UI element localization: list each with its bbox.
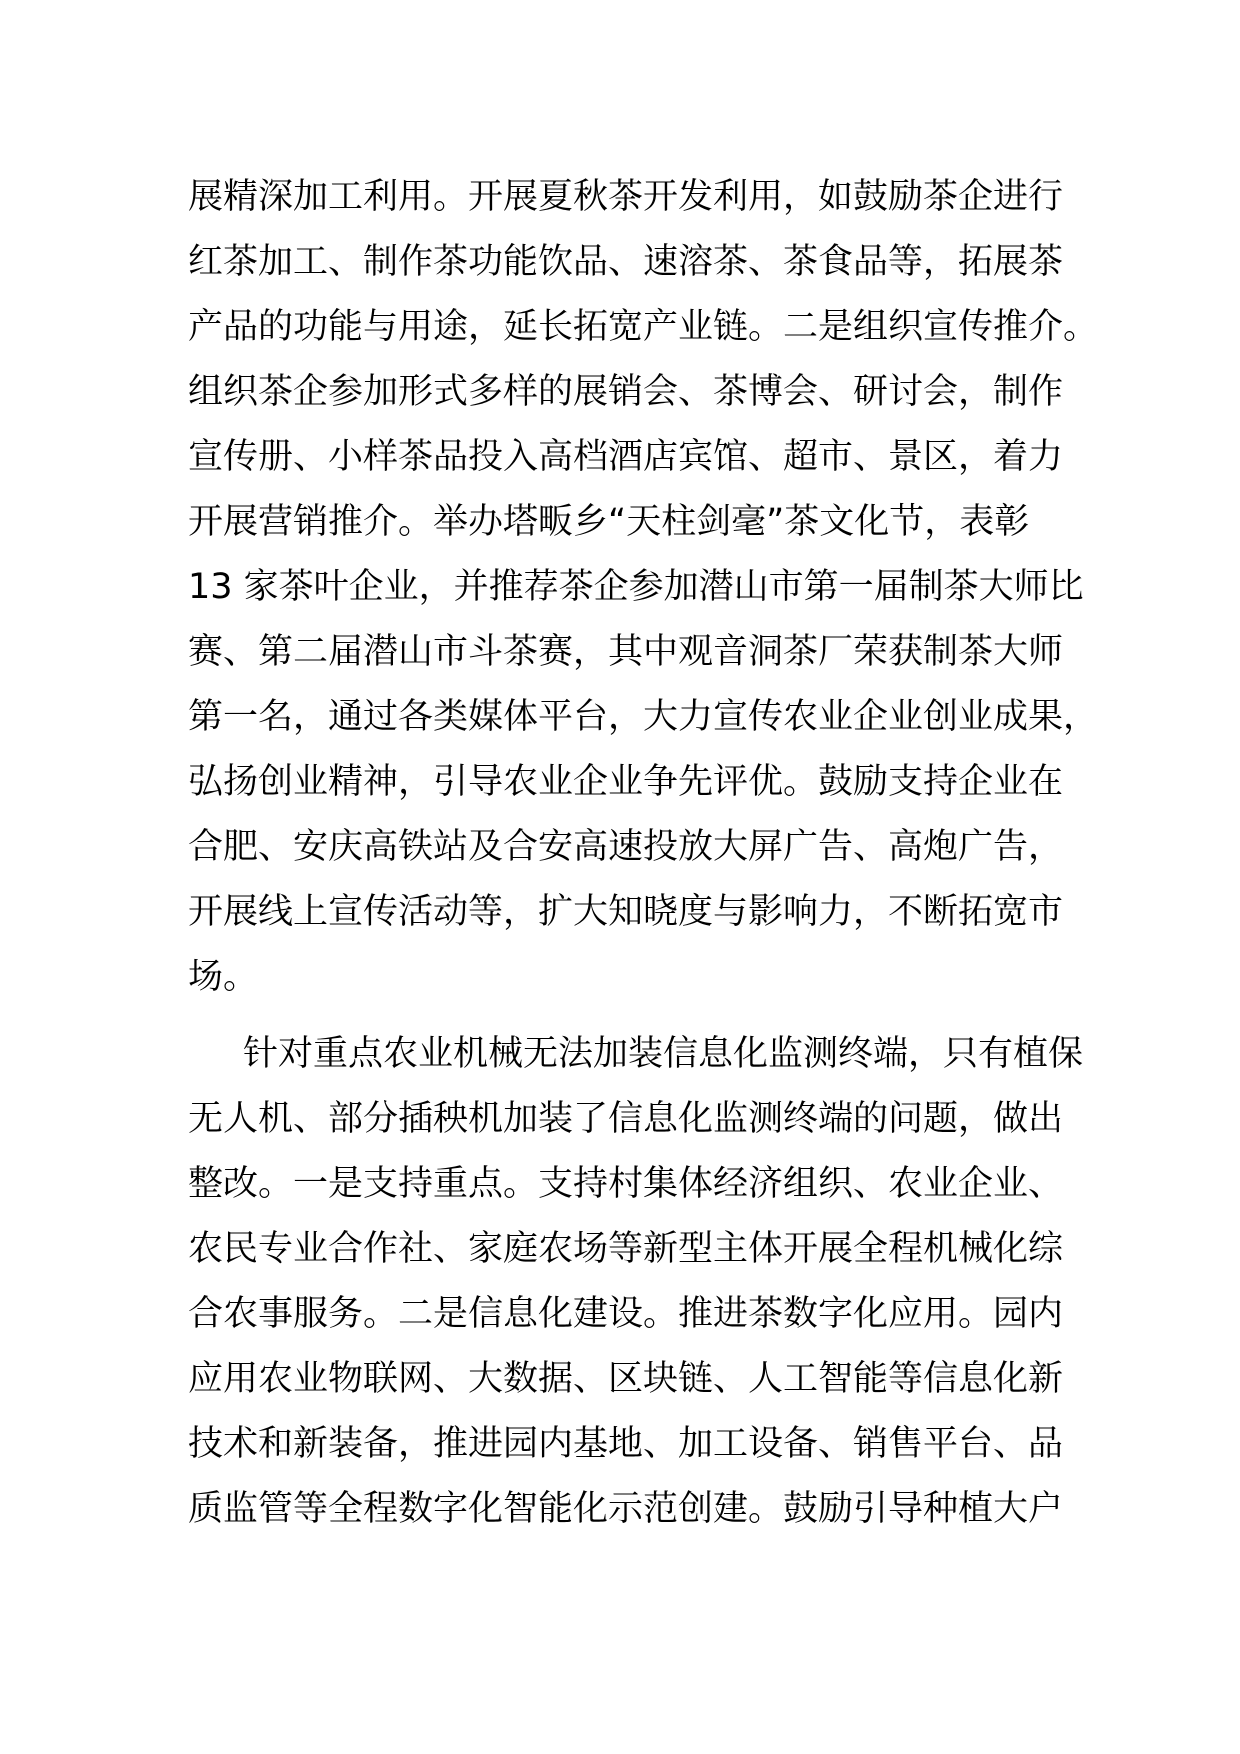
text-line: 展精深加工利用。开展夏秋茶开发利用，如鼓励茶企进行 — [188, 177, 1064, 217]
text-line: 第一名，通过各类媒体平台，大力宣传农业企业创业成果， — [188, 697, 1099, 737]
text-line: 应用农业物联网、大数据、区块链、人工智能等信息化新 — [188, 1359, 1064, 1399]
text-line: 宣传册、小样茶品投入高档酒店宾馆、超市、景区，着力 — [188, 437, 1064, 477]
text-line: 无人机、部分插秧机加装了信息化监测终端的问题，做出 — [188, 1099, 1064, 1139]
text-line: 整改。一是支持重点。支持村集体经济组织、农业企业、 — [188, 1164, 1064, 1204]
text-line: 农民专业合作社、家庭农场等新型主体开展全程机械化综 — [188, 1229, 1064, 1269]
paragraph — [188, 165, 1099, 1010]
text-line: 13 家茶叶企业，并推荐茶企参加潜山市第一届制茶大师比 — [188, 567, 1084, 607]
text-line: 开展营销推介。举办塔畈乡“天柱剑毫”茶文化节，表彰 — [188, 502, 1030, 542]
text-line: 针对重点农业机械无法加装信息化监测终端，只有植保 — [243, 1034, 1084, 1074]
text-line: 赛、第二届潜山市斗茶赛，其中观音洞茶厂荣获制茶大师 — [188, 632, 1064, 672]
paragraph — [188, 1022, 1084, 1542]
text-line: 产品的功能与用途，延长拓宽产业链。二是组织宣传推介。 — [188, 307, 1099, 347]
text-line: 组织茶企参加形式多样的展销会、茶博会、研讨会，制作 — [188, 372, 1064, 412]
text-line: 合农事服务。二是信息化建设。推进茶数字化应用。园内 — [188, 1294, 1064, 1334]
text-line: 红茶加工、制作茶功能饮品、速溶茶、茶食品等，拓展茶 — [188, 242, 1064, 282]
text-line: 质监管等全程数字化智能化示范创建。鼓励引导种植大户 — [188, 1489, 1064, 1529]
text-line: 开展线上宣传活动等，扩大知晓度与影响力，不断拓宽市 — [188, 892, 1064, 932]
text-line: 弘扬创业精神，引导农业企业争先评优。鼓励支持企业在 — [188, 762, 1064, 802]
paragraph-spacer — [188, 1010, 1068, 1022]
text-line: 技术和新装备，推进园内基地、加工设备、销售平台、品 — [188, 1424, 1064, 1464]
text-line: 场。 — [188, 957, 259, 997]
text-line: 合肥、安庆高铁站及合安高速投放大屏广告、高炮广告， — [188, 827, 1064, 867]
body-text — [188, 165, 1099, 1542]
